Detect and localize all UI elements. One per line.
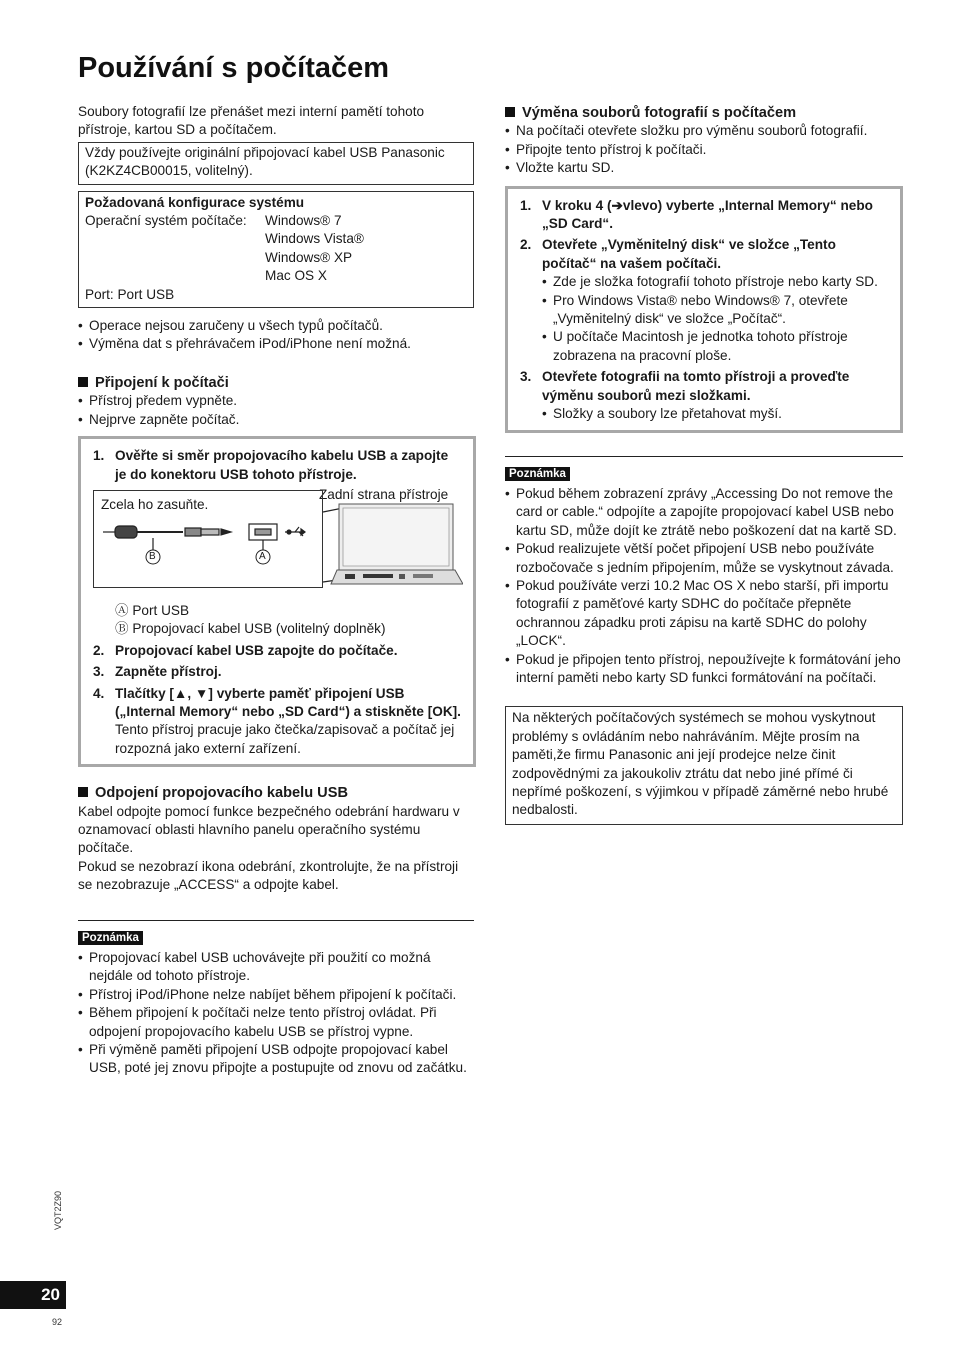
note-item: • Pokud realizujete větší počet připojení USB nebo používáte rozbočovače s jedním připojením, může se vyskytnout závada. — [505, 540, 903, 577]
right-note-section — [505, 456, 903, 688]
bullet-item: • Vložte kartu SD. — [505, 159, 903, 177]
left-column — [78, 103, 476, 1078]
usb-cable-icon — [103, 506, 353, 582]
compat-bullets — [78, 317, 476, 354]
step-2: 2. Propojovací kabel USB zapojte do počítače. — [93, 642, 461, 660]
exchange-step-3: 3. Otevřete fotografii na tomto přístroji a proveďte výměnu souborů mezi složkami. • Složky a soubory lze přetahovat myší. — [520, 368, 888, 423]
step-bullet: • U počítače Macintosh je jednotka tohoto přístroje zobrazena na pracovní ploše. — [542, 328, 888, 365]
os-item: Windows® 7 — [265, 213, 342, 229]
page-number: 20 — [0, 1281, 66, 1309]
connect-steps-box — [78, 436, 476, 767]
right-column — [505, 104, 903, 825]
exchange-steps-box — [505, 186, 903, 433]
usb-cable-drawing — [93, 486, 463, 602]
page-title: Používání s počítačem — [78, 52, 390, 84]
step-bullet: • Složky a soubory lze přetahovat myší. — [542, 405, 888, 423]
figure-insert-label: Zcela ho zasuňte. — [101, 496, 209, 512]
usb-connection-figure — [93, 486, 461, 602]
exchange-step-2-text: Otevřete „Vyměnitelný disk“ ve složce „Tento počítač“ na vašem počítači. — [542, 237, 836, 271]
callout-a: A — [259, 550, 266, 562]
bullet-item: • Výměna dat s přehrávačem iPod/iPhone není možná. — [78, 335, 476, 353]
disconnect-paragraph-2: Pokud se nezobrazí ikona odebrání, zkontrolujte, že na přístroji se nezobrazuje „ACCESS“ a odpojte kabel. — [78, 858, 459, 893]
disconnect-paragraph-1: Kabel odpojte pomocí funkce bezpečného odebrání hardwaru v oznamovací oblasti hlavního panelu operačního systému počítače. — [78, 803, 460, 856]
figure-back-label: Zadní strana přístroje — [319, 486, 449, 502]
os-list — [265, 212, 364, 286]
cable-notice-box — [78, 142, 474, 185]
note-item: • Pokud je připojen tento přístroj, nepoužívejte k formátování jeho interní paměti nebo karty SD funkci formátování na počítači. — [505, 651, 903, 688]
os-item: Mac OS X — [265, 268, 327, 284]
bullet-item: • Operace nejsou zaručeny u všech typů počítačů. — [78, 317, 476, 335]
device-back-drawing — [331, 504, 463, 584]
note-tag: Poznámka — [505, 467, 570, 481]
note-item: • Pokud během zobrazení zprávy „Accessing Do not remove the card or cable.“ odpojíte a zapojíte propojovací kabel USB nebo kartu SD, může dojít ke ztrátě nebo poškození dat na kartě SD. — [505, 485, 903, 540]
callout-b: B — [149, 550, 156, 562]
step-bullet: • Pro Windows Vista® nebo Windows® 7, otevřete „Vyměnitelný disk“ ve složce „Počítač“. — [542, 292, 888, 329]
disconnect-heading: Odpojení propojovacího kabelu USB — [78, 784, 476, 802]
step-4: 4. Tlačítky [▲, ▼] vyberte paměť připojení USB („Internal Memory“ nebo „SD Card“) a stiskněte [OK]. Tento přístroj pracuje jako čtečka/zapisovač a počítač jej rozpozná jako externí zařízení. — [93, 685, 461, 759]
disclaimer-box — [505, 706, 903, 824]
note-item: • Pokud používáte verzi 10.2 Mac OS X nebo starší, při importu fotografií z paměťové karty SDHC do počítače přepněte ochrannou západku proti zápisu na kartě SDHC do polohy „LOCK“. — [505, 577, 903, 651]
system-requirements-box — [78, 191, 474, 308]
figure-legend-b: Ⓑ Propojovací kabel USB (volitelný doplněk) — [115, 621, 386, 637]
bullet-item: • Přístroj předem vypněte. — [78, 392, 476, 410]
step-2-text: Propojovací kabel USB zapojte do počítače. — [115, 642, 398, 658]
note-item: • Během připojení k počítači nelze tento přístroj ovládat. Při odpojení propojovacího kabelu USB se přístroj vypne. — [78, 1004, 474, 1041]
bullet-item: • Připojte tento přístroj k počítači. — [505, 141, 903, 159]
note-tag: Poznámka — [78, 931, 143, 945]
step-bullet: • Zde je složka fotografií tohoto přístroje nebo karty SD. — [542, 273, 888, 291]
figure-callouts — [146, 550, 270, 564]
exchange-heading: Výměna souborů fotografií s počítačem — [505, 104, 903, 122]
exchange-step-2: 2. Otevřete „Vyměnitelný disk“ ve složce „Tento počítač“ na vašem počítači. • Zde je složka fotografií tohoto přístroje nebo karty SD. • Pro Windows Vista® nebo Windows® 7, otevřete „Vyměnitelný disk“ ve složce „Počítač“. • U počítače Macintosh je jednotka tohoto přístroje zobrazena na pracovní ploše. — [520, 236, 888, 365]
note-item: • Propojovací kabel USB uchovávejte při použití co možná nejdále od tohoto přístroje. — [78, 949, 474, 986]
step-4-text: Tlačítky [▲, ▼] vyberte paměť připojení USB („Internal Memory“ nebo „SD Card“) a stiskněte [OK]. — [115, 685, 461, 719]
os-item: Windows® XP — [265, 249, 353, 265]
document-code: VQT2Z90 — [53, 1190, 63, 1230]
left-note-section — [78, 920, 474, 1078]
note-item: • Přístroj iPod/iPhone nelze nabíjet během připojení k počítači. — [78, 986, 474, 1004]
cable-notice-text: Vždy používejte originální připojovací kabel USB Panasonic (K2KZ4CB00015, volitelný). — [85, 144, 445, 179]
step-1: 1. Ověřte si směr propojovacího kabelu USB a zapojte je do konektoru USB tohoto přístroje. — [93, 447, 461, 484]
bullet-item: • Na počítači otevřete složku pro výměnu souborů fotografií. — [505, 122, 903, 140]
os-label: Operační systém počítače: — [85, 213, 247, 229]
sub-page-number: 92 — [52, 1317, 63, 1327]
step-3-text: Zapněte přístroj. — [115, 664, 222, 680]
exchange-step-1: 1. V kroku 4 (➔vlevo) vyberte „Internal Memory“ nebo „SD Card“. — [520, 197, 888, 234]
note-item: • Při výměně paměti připojení USB odpojte propojovací kabel USB, poté jej znovu připojte a postupujte od znovu od začátku. — [78, 1041, 474, 1078]
connect-heading: Připojení k počítači — [78, 374, 476, 392]
disclaimer-text: Na některých počítačových systémech se mohou vyskytnout problémy s ovládáním nebo nahráváním. Mějte prosím na paměti,že firmu Panasonic ani její prodejce nelze činit zodpovědnými za jakoukoliv ztrátu dat nebo jiné přímé či nepřímé poškození, s výjimkou v případě záměrné nebo hrubé nedbalosti. — [512, 710, 889, 818]
requirements-heading: Požadovaná konfigurace systému — [85, 194, 305, 210]
step-4-subtext: Tento přístroj pracuje jako čtečka/zapisovač a počítač jej rozpozná jako externí zařízení. — [115, 722, 455, 756]
port-text: Port: Port USB — [85, 286, 175, 302]
figure-legend-a: Ⓐ Port USB — [115, 602, 190, 618]
intro-text: Soubory fotografií lze přenášet mezi interní pamětí tohoto přístroje, kartou SD a počítačem. — [78, 104, 425, 138]
step-1-text: Ověřte si směr propojovacího kabelu USB a zapojte je do konektoru USB tohoto přístroje. — [115, 448, 449, 482]
os-item: Windows Vista® — [265, 231, 364, 247]
step-3: 3. Zapněte přístroj. — [93, 663, 461, 681]
bullet-item: • Nejprve zapněte počítač. — [78, 411, 476, 429]
exchange-step-1-text: V kroku 4 (➔vlevo) vyberte „Internal Memory“ nebo „SD Card“. — [542, 197, 873, 232]
exchange-step-3-text: Otevřete fotografii na tomto přístroji a proveďte výměnu souborů mezi složkami. — [542, 369, 850, 403]
